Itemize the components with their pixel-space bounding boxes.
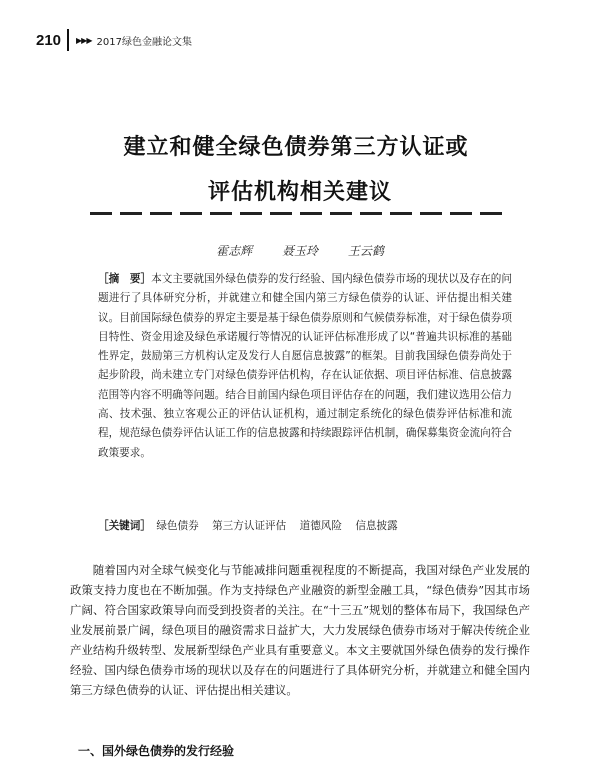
keyword: 第三方认证评估: [212, 520, 287, 532]
title-line-2: 评估机构相关建议: [207, 179, 392, 205]
page-number: 210: [36, 31, 62, 49]
abstract-label: ［摘 要］: [98, 273, 152, 285]
keyword: 道德风险: [299, 520, 342, 532]
header-divider: [67, 29, 69, 51]
keywords: [98, 518, 512, 533]
author-name: 聂玉玲: [281, 244, 318, 258]
title-separator: [90, 212, 510, 215]
authors: [0, 242, 600, 259]
body-text: [70, 560, 530, 700]
title-line-1: 建立和健全绿色债券第三方认证或: [123, 134, 469, 160]
section-heading: 一、国外绿色债券的发行经验: [78, 744, 235, 758]
keyword: 绿色债券: [156, 520, 199, 532]
author-name: 王云鹤: [347, 244, 384, 258]
running-header: [36, 30, 192, 50]
abstract-text: 本文主要就国外绿色债券的发行经验、国内绿色债券市场的现状以及存在的问题进行了具体研究分析，并就建立和健全国内第三方绿色债券的认证、评估提出相关建议。目前国际绿色债券的界定主要是基于绿色债券原则和气候债券标准，对于绿色债券项目特性、资金用途及绿色承诺履行等情况的认证评估标准形成了以“普遍共识标准的基础性界定，鼓励第三方机构认定及发行人自愿信息披露”的框架。目前我国绿色债券尚处于起步阶段，尚未建立专门对绿色债券评估机构，存在认证依据、项目评估标准、信息披露范围等内容不明确等问题。结合目前国内绿色项目评估存在的问题，我们建议选用公信力高、技术强、独立客观公正的评估认证机构，通过制定系统化的绿色债券评估标准和流程，规范绿色债券评估认证工作的信息披露和持续跟踪评估机制，确保募集资金流向符合政策要求。: [98, 273, 513, 459]
abstract: [98, 270, 512, 463]
article-title: [0, 130, 600, 206]
keyword: 信息披露: [355, 520, 398, 532]
author-name: 霍志辉: [216, 244, 253, 258]
body-paragraph: 随着国内对全球气候变化与节能减排问题重视程度的不断提高，我国对绿色产业发展的政策支持力度也在不断加强。作为支持绿色产业融资的新型金融工具，“绿色债券”因其市场广阔、符合国家政策导向而受到投资者的关注。在“十三五”规划的整体布局下，我国绿色产业发展前景广阔，绿色项目的融资需求日益扩大，大力发展绿色债券市场对于解决传统企业产业结构升级转型、发展新型绿色产业具有重要意义。本文主要就国外绿色债券的发行操作经验、国内绿色债券市场的现状以及存在的问题进行了具体研究分析，并就建立和健全国内第三方绿色债券的认证、评估提出相关建议。: [70, 563, 530, 697]
keywords-label: ［关键词］: [98, 520, 151, 532]
journal-title: 2017绿色金融论文集: [96, 36, 192, 48]
arrow-icon: ▶▶▶: [76, 35, 92, 45]
